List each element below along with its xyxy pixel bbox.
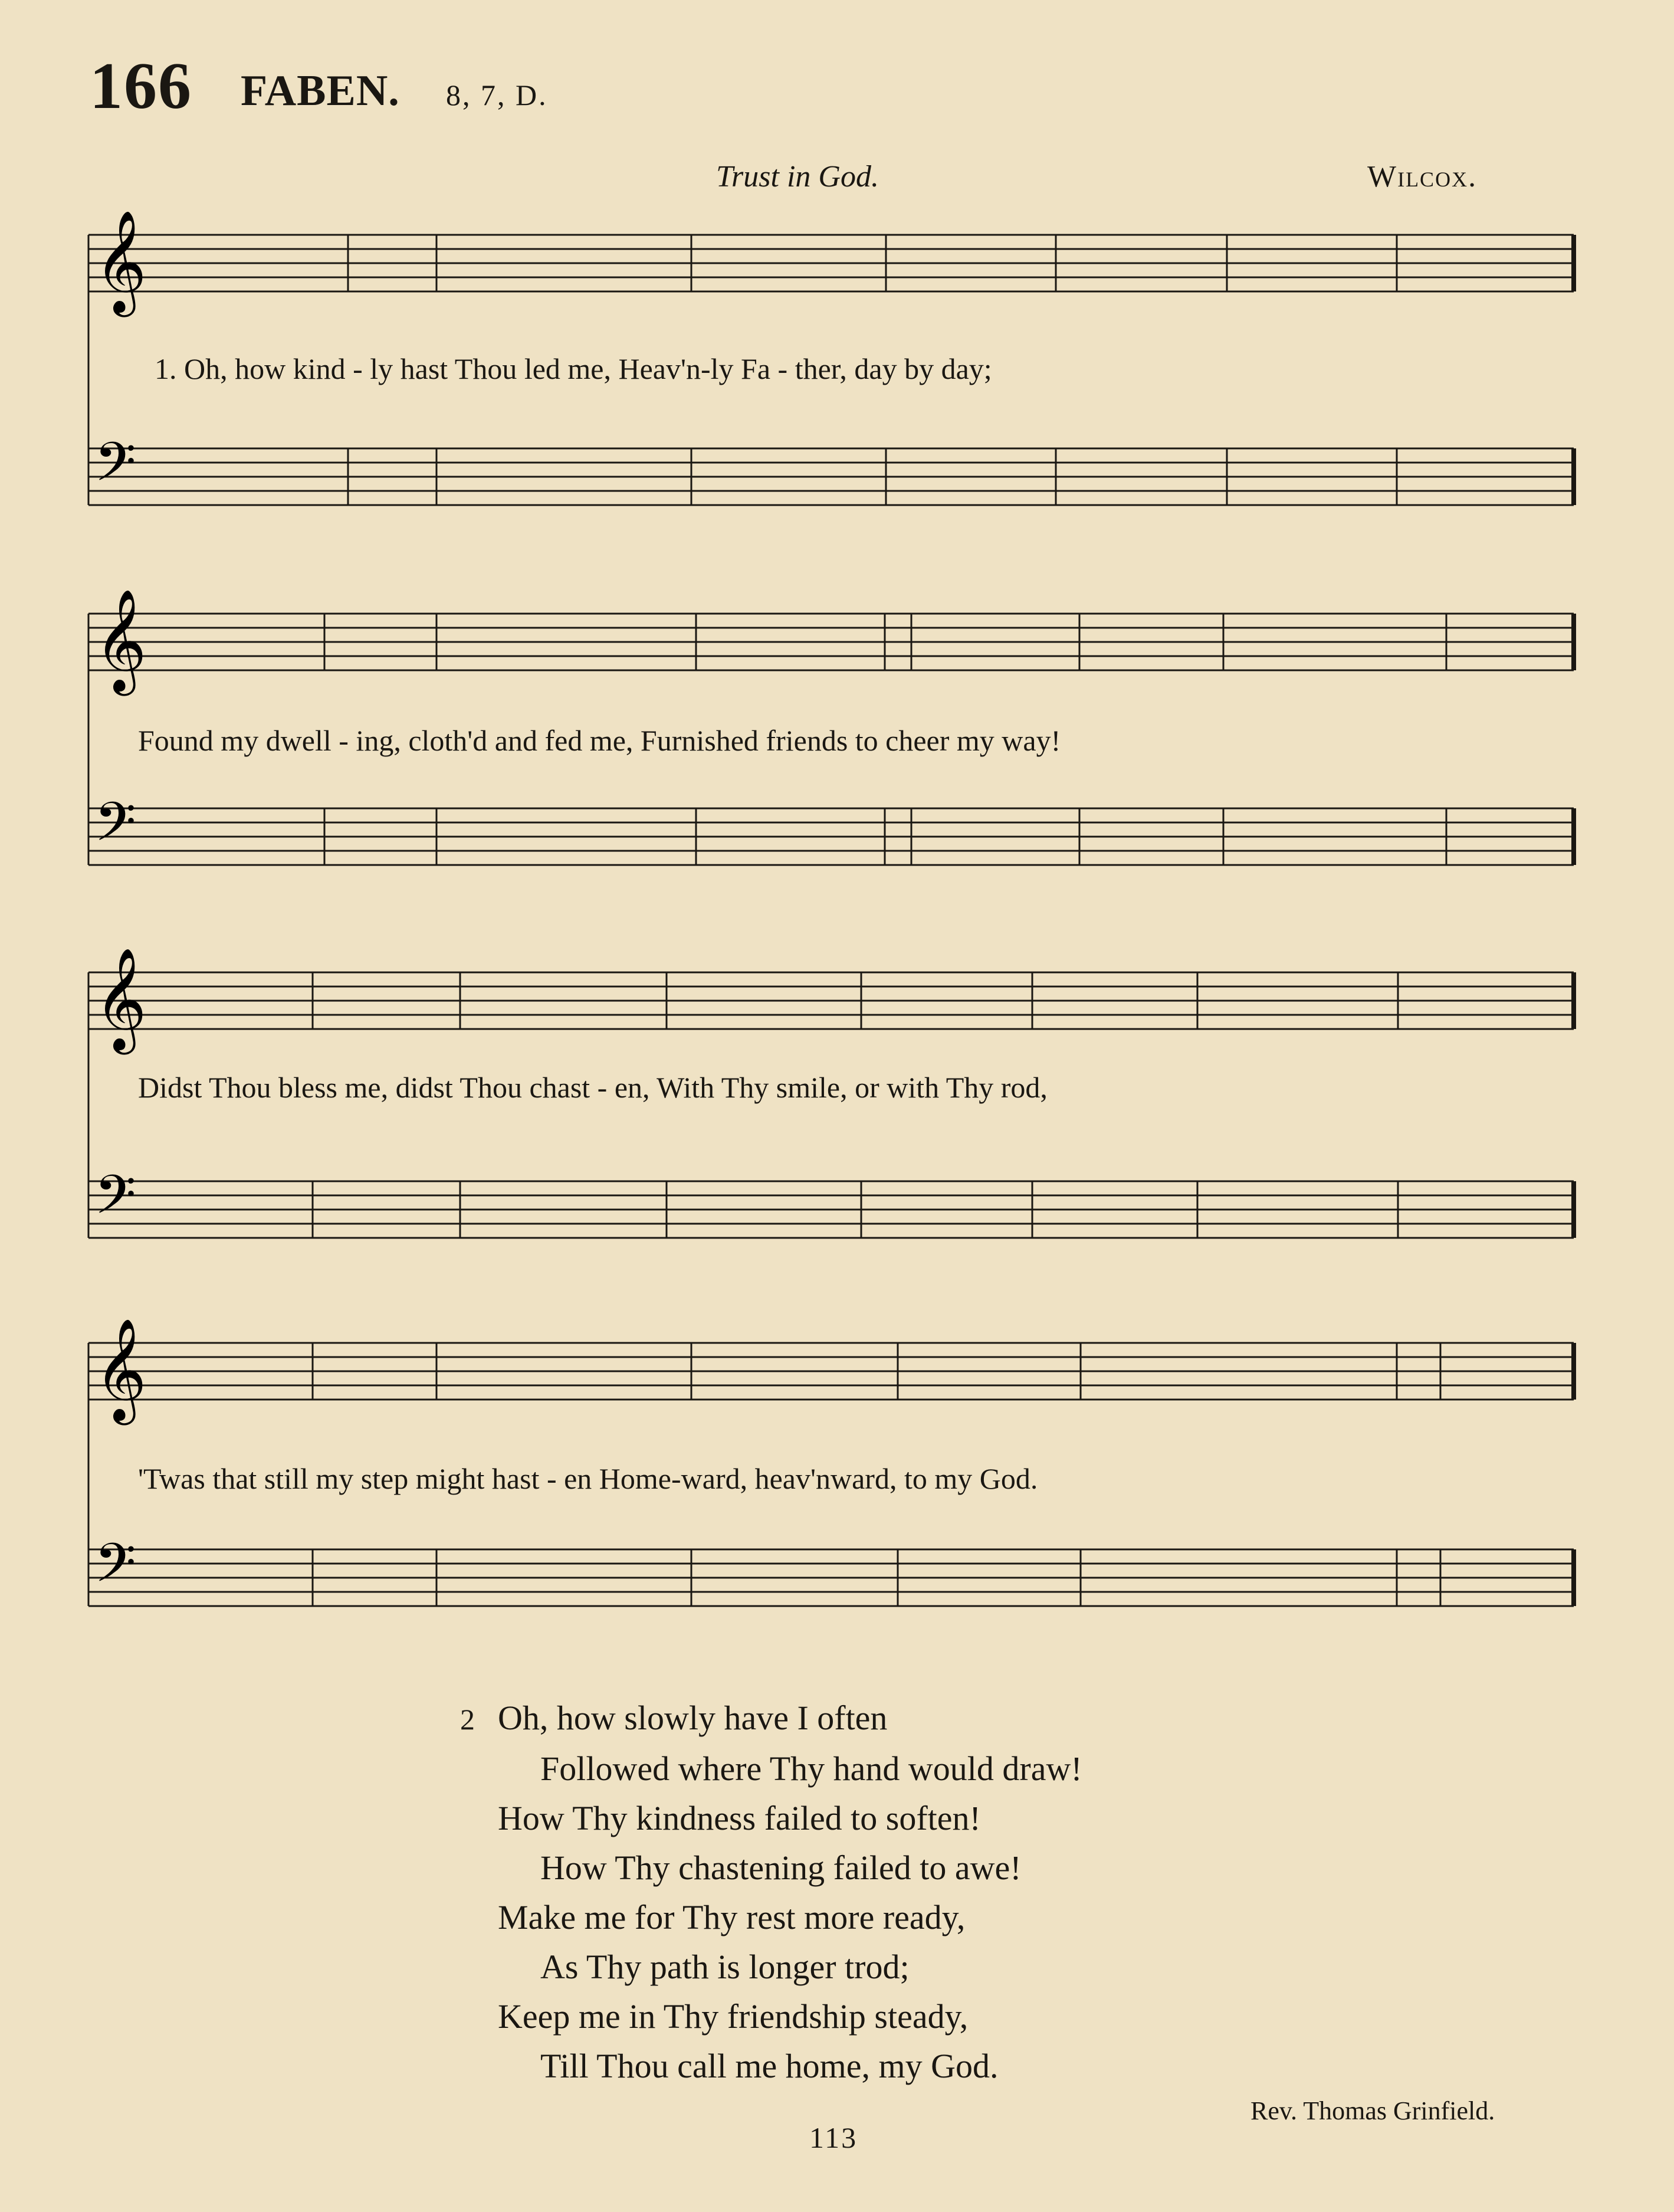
- verse-line: Till Thou call me home, my God.: [540, 2047, 999, 2085]
- lyric-line-4: 'Twas that still my step might hast - en Home-ward, heav'nward, to my God.: [138, 1462, 1038, 1495]
- hymn-author: Rev. Thomas Grinfield.: [1250, 2096, 1495, 2125]
- hymn-number: 166: [90, 50, 192, 123]
- bass-clef: 𝄢: [94, 1164, 136, 1239]
- verse-line: Oh, how slowly have I often: [498, 1699, 888, 1737]
- verse-2: [460, 1693, 1082, 2091]
- treble-clef: 𝄞: [94, 210, 147, 313]
- verse-line: As Thy path is longer trod;: [540, 1948, 910, 1986]
- meter: 8, 7, D.: [446, 78, 548, 112]
- treble-clef: 𝄞: [94, 948, 147, 1050]
- verse-line: How Thy chastening failed to awe!: [540, 1849, 1022, 1887]
- page-number: 113: [809, 2121, 858, 2154]
- hymn-subtitle: Trust in God.: [716, 160, 879, 194]
- bass-clef: 𝄢: [94, 1532, 136, 1607]
- bass-clef: 𝄢: [94, 791, 136, 866]
- composer: Wilcox.: [1367, 160, 1478, 194]
- verse-line: Keep me in Thy friendship steady,: [498, 1997, 969, 2036]
- verse-line: Followed where Thy hand would draw!: [540, 1749, 1082, 1788]
- treble-clef: 𝄞: [94, 1318, 147, 1421]
- verse-number: 2: [460, 1703, 475, 1736]
- verse-line: Make me for Thy rest more ready,: [498, 1898, 966, 1936]
- lyric-line-3: Didst Thou bless me, didst Thou chast - en, With Thy smile, or with Thy rod,: [138, 1071, 1048, 1104]
- lyric-line-1: 1. Oh, how kind - ly hast Thou led me, Heav'n-ly Fa - ther, day by day;: [155, 352, 992, 385]
- treble-clef: 𝄞: [94, 589, 147, 692]
- tune-name: FABEN.: [241, 67, 400, 115]
- lyric-line-2: Found my dwell - ing, cloth'd and fed me, Furnished friends to cheer my way!: [138, 724, 1061, 757]
- bass-clef: 𝄢: [94, 431, 136, 506]
- verse-line: How Thy kindness failed to soften!: [498, 1799, 981, 1837]
